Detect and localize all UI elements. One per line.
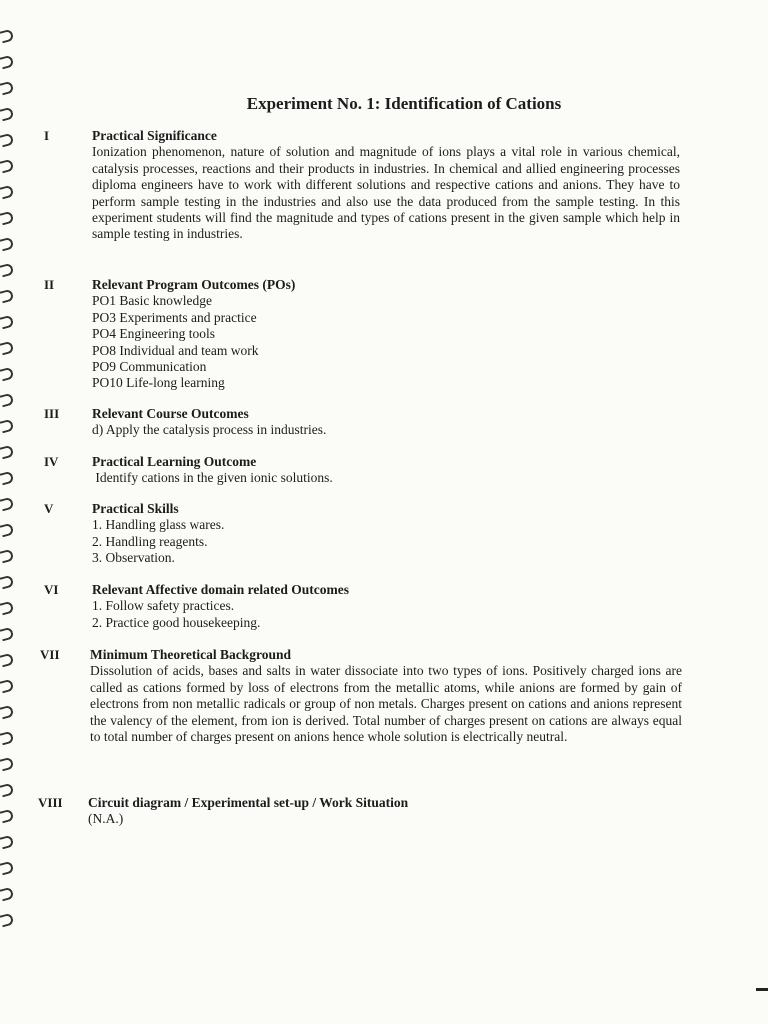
binding-ring bbox=[0, 185, 14, 200]
binding-ring bbox=[0, 445, 14, 460]
list-item: 2. Practice good housekeeping. bbox=[92, 614, 261, 630]
list-item: 1. Handling glass wares. bbox=[92, 517, 225, 533]
list-item: 3. Observation. bbox=[92, 550, 175, 566]
binding-ring bbox=[0, 315, 14, 330]
binding-ring bbox=[0, 55, 14, 70]
page-title: Experiment No. 1: Identification of Cations bbox=[246, 94, 562, 113]
binding-ring bbox=[0, 887, 14, 902]
list-item: d) Apply the catalysis process in industries. bbox=[92, 422, 327, 438]
section-heading: Practical Skills bbox=[92, 501, 179, 516]
section-heading: Practical Learning Outcome bbox=[92, 454, 257, 469]
section-number: VII bbox=[40, 647, 60, 662]
list-item: Identify cations in the given ionic solutions. bbox=[92, 470, 333, 486]
binding-ring bbox=[0, 913, 14, 928]
binding-ring bbox=[0, 653, 14, 668]
edge-mark bbox=[756, 988, 768, 991]
section-heading: Relevant Program Outcomes (POs) bbox=[92, 277, 296, 292]
binding-ring bbox=[0, 497, 14, 512]
binding-ring bbox=[0, 809, 14, 824]
spiral-binding bbox=[0, 30, 16, 930]
list-item: PO9 Communication bbox=[92, 359, 207, 375]
binding-ring bbox=[0, 341, 14, 356]
list-item: (N.A.) bbox=[88, 811, 124, 827]
list-item: 2. Handling reagents. bbox=[92, 533, 208, 549]
binding-ring bbox=[0, 861, 14, 876]
binding-ring bbox=[0, 159, 14, 174]
section-paragraph: Dissolution of acids, bases and salts in water dissociate into two types of ions. Positively charged ions are called as cations formed by loss of electrons from the metallic atoms, while anions are formed by gain of electrons from non metallic radicals or group of non metals. Charges present on cations and anions represent the valency of the element, from ion is derived. Total number of charges present on cations are always equal to total number of charges present on anions hence whole solution is electrically neutral. bbox=[90, 663, 682, 745]
list-item: 1. Follow safety practices. bbox=[92, 598, 235, 614]
section-number: III bbox=[44, 406, 60, 421]
section-heading: Circuit diagram / Experimental set-up / Work Situation bbox=[88, 795, 409, 810]
section-heading: Practical Significance bbox=[92, 128, 217, 143]
binding-ring bbox=[0, 627, 14, 642]
binding-ring bbox=[0, 289, 14, 304]
section-heading: Relevant Course Outcomes bbox=[92, 406, 249, 421]
section-number: VI bbox=[44, 582, 59, 597]
section-number: I bbox=[44, 128, 50, 143]
binding-ring bbox=[0, 471, 14, 486]
binding-ring bbox=[0, 731, 14, 746]
binding-ring bbox=[0, 835, 14, 850]
list-item: PO10 Life-long learning bbox=[92, 375, 225, 391]
binding-ring bbox=[0, 211, 14, 226]
binding-ring bbox=[0, 679, 14, 694]
binding-ring bbox=[0, 549, 14, 564]
list-item: PO3 Experiments and practice bbox=[92, 309, 257, 325]
section-paragraph: Ionization phenomenon, nature of solution and magnitude of ions plays a vital role in various chemical, catalysis processes, reactions and their products in industries. In chemical and allied engineering processes diploma engineers have to work with different solutions and respective cations and anions. They have to perform sample testing in the industries and also use the data produced from the sample testing. In this experiment students will find the magnitude and types of cations present in the given sample which help in sample testing in industries. bbox=[92, 144, 680, 242]
list-item: PO4 Engineering tools bbox=[92, 326, 215, 342]
section-number: II bbox=[44, 277, 55, 292]
binding-ring bbox=[0, 757, 14, 772]
binding-ring bbox=[0, 393, 14, 408]
binding-ring bbox=[0, 367, 14, 382]
section-number: IV bbox=[44, 454, 59, 469]
binding-ring bbox=[0, 29, 14, 44]
binding-ring bbox=[0, 575, 14, 590]
binding-ring bbox=[0, 601, 14, 616]
list-item: PO1 Basic knowledge bbox=[92, 293, 212, 309]
section-heading: Relevant Affective domain related Outcomes bbox=[92, 582, 349, 597]
binding-ring bbox=[0, 419, 14, 434]
binding-ring bbox=[0, 523, 14, 538]
binding-ring bbox=[0, 783, 14, 798]
binding-ring bbox=[0, 237, 14, 252]
section-number: V bbox=[44, 501, 54, 516]
section-number: VIII bbox=[38, 795, 63, 810]
list-item: PO8 Individual and team work bbox=[92, 342, 259, 358]
section-heading: Minimum Theoretical Background bbox=[90, 647, 292, 662]
binding-ring bbox=[0, 263, 14, 278]
binding-ring bbox=[0, 705, 14, 720]
binding-ring bbox=[0, 133, 14, 148]
